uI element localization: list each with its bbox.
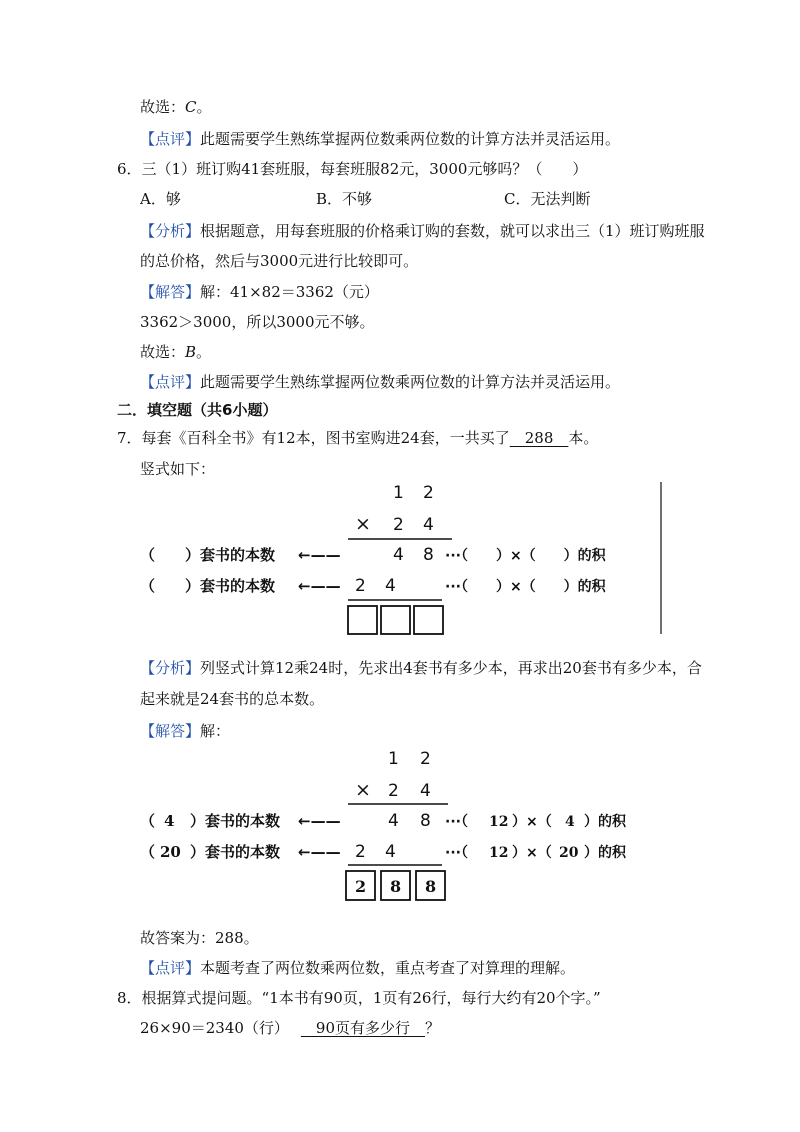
row2-label: （ ）套书的本数 — [140, 577, 276, 595]
multiplier-digit: 2 — [393, 515, 404, 535]
q6-option-b: B．不够 — [316, 190, 373, 208]
row2-count: 20 — [160, 843, 181, 861]
q7-analysis-cont: 起来就是24套书的总本数。 — [140, 690, 325, 708]
row2-right-close: ）的积 — [584, 845, 626, 861]
row2-right-open: ···（ — [445, 845, 468, 861]
row1-count: 4 — [164, 812, 175, 830]
arrow-left: ←—— — [298, 577, 341, 595]
row2-label-close: ）套书的本数 — [190, 843, 281, 861]
partial-digit: 2 — [355, 842, 366, 862]
arrow-left: ←—— — [298, 843, 341, 861]
vertical-multiplication-blank — [140, 478, 670, 638]
result-digit: 8 — [425, 877, 437, 896]
q7-comment: 【点评】本题考查了两位数乘两位数，重点考查了对算理的理解。 — [140, 959, 576, 977]
multiplier-digit: 2 — [388, 781, 399, 801]
row1-right-close: ）的积 — [584, 814, 626, 830]
q6-solution: 【解答】解：41×82＝3362（元） — [140, 283, 379, 301]
row2-label-open: （ — [140, 843, 156, 861]
q6-option-a: A．够 — [140, 190, 181, 208]
q6-answer: 故选：B。 — [140, 343, 212, 361]
q7-answer-blank: 288 — [509, 429, 569, 447]
q6-analysis: 【分析】根据题意，用每套班服的价格乘订购的套数，就可以求出三（1）班订购班服 — [140, 222, 705, 240]
row1-label-close: ）套书的本数 — [190, 812, 281, 830]
row1-right-open: ···（ — [445, 814, 468, 830]
answer-box — [414, 606, 443, 634]
row1-factor-b: 4 — [565, 814, 575, 830]
q6-analysis-cont: 的总价格，然后与3000元进行比较即可。 — [140, 252, 419, 270]
row2-factor-a: 12 — [489, 845, 509, 861]
row2-factor-b: 20 — [559, 845, 579, 861]
multiplicand-digit: 2 — [423, 483, 434, 503]
multiplicand-digit: 2 — [420, 749, 431, 769]
q7-analysis: 【分析】列竖式计算12乘24时，先求出4套书有多少本，再求出20套书有多少本，合 — [140, 659, 702, 677]
row1-right-mid: ）×（ — [512, 814, 552, 830]
answer-box — [381, 606, 410, 634]
result-digit: 8 — [390, 877, 402, 896]
section-heading: 二．填空题（共6小题） — [117, 401, 278, 419]
q6-solution-cont: 3362＞3000，所以3000元不够。 — [140, 313, 375, 331]
vertical-multiplication-filled — [140, 744, 670, 906]
multiplicand-digit: 1 — [393, 483, 404, 503]
q8-stem: 8．根据算式提问题。“1本书有90页，1页有26行，每行大约有20个字。” — [117, 989, 601, 1007]
answer-box — [348, 606, 377, 634]
q8-answer-blank: 90页有多少行 — [300, 1019, 426, 1037]
multiplicand-digit: 1 — [388, 749, 399, 769]
result-digit: 2 — [355, 877, 367, 896]
q7-stem: 7．每套《百科全书》有12本，图书室购进24套，一共买了 288 本。 — [117, 429, 599, 447]
row1-label: （ ）套书的本数 — [140, 546, 276, 564]
times-sign: × — [355, 513, 371, 535]
q7-solution: 【解答】解： — [140, 722, 231, 740]
partial-digit: 8 — [420, 811, 431, 831]
row1-label-open: （ — [140, 812, 156, 830]
q6-stem: 6．三（1）班订购41套班服，每套班服82元，3000元够吗？（ ） — [117, 160, 588, 178]
partial-digit: 4 — [388, 811, 399, 831]
row2-product-label: ···（ ）×（ ）的积 — [445, 579, 606, 595]
arrow-left: ←—— — [298, 812, 341, 830]
row1-factor-a: 12 — [489, 814, 509, 830]
q5-comment: 【点评】此题需要学生熟练掌握两位数乘两位数的计算方法并灵活运用。 — [140, 130, 621, 148]
arrow-left: ←—— — [298, 546, 341, 564]
multiplier-digit: 4 — [420, 781, 431, 801]
partial-digit: 4 — [385, 842, 396, 862]
q6-option-c: C．无法判断 — [504, 190, 591, 208]
row1-product-label: ···（ ）×（ ）的积 — [445, 548, 606, 564]
multiplier-digit: 4 — [423, 515, 434, 535]
q8-formula-line: 26×90＝2340（行） 90页有多少行 ？ — [140, 1019, 441, 1037]
times-sign: × — [355, 779, 371, 801]
partial-digit: 4 — [393, 545, 404, 565]
q5-answer: 故选：C。 — [140, 98, 212, 116]
partial-digit: 4 — [385, 576, 396, 596]
partial-digit: 8 — [423, 545, 434, 565]
q7-answer: 故答案为：288。 — [140, 929, 259, 947]
q7-vertical-intro: 竖式如下： — [140, 460, 216, 478]
row2-right-mid: ）×（ — [512, 845, 552, 861]
q6-comment: 【点评】此题需要学生熟练掌握两位数乘两位数的计算方法并灵活运用。 — [140, 373, 621, 391]
partial-digit: 2 — [355, 576, 366, 596]
